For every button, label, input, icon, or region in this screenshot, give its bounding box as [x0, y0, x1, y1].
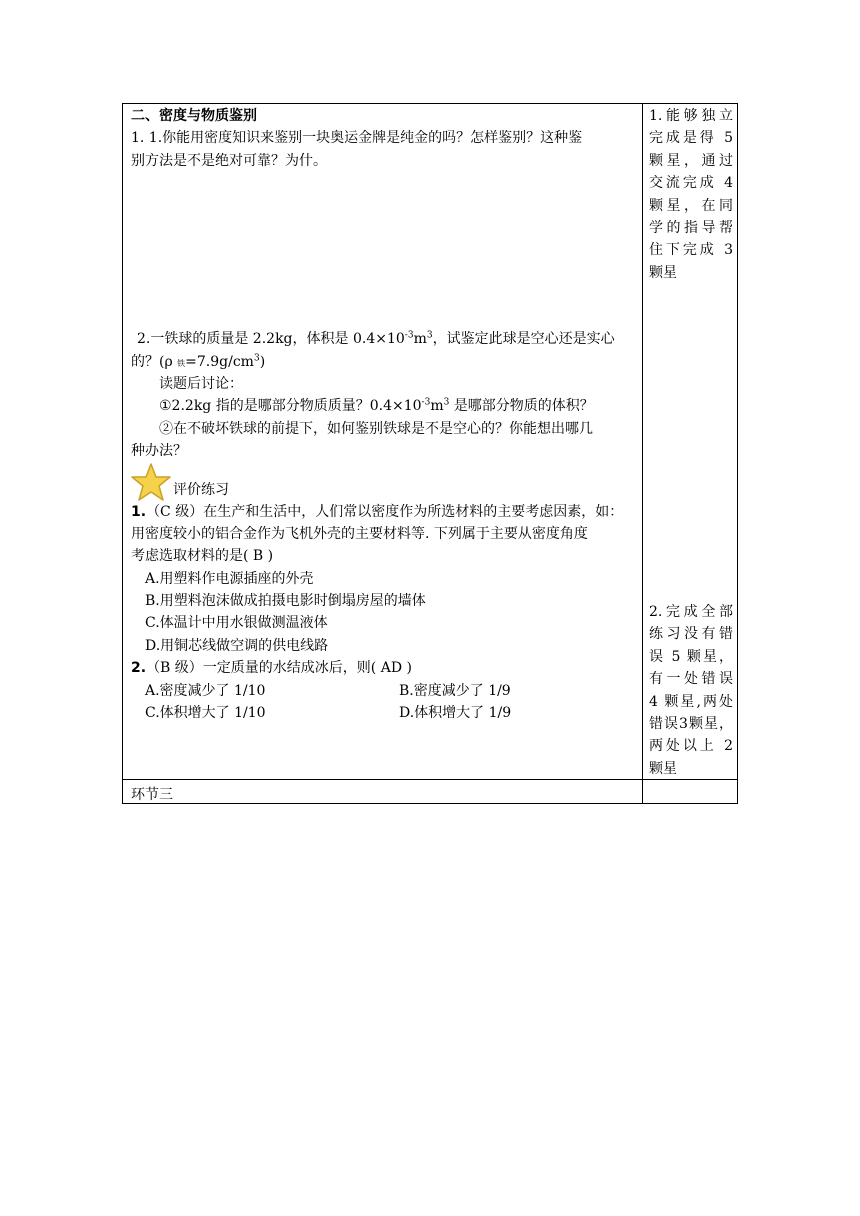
exercise-2-line-1 — [131, 657, 637, 679]
criteria-1-line: 完成是得 5 — [649, 130, 733, 147]
q2-text-b: m — [413, 331, 427, 348]
criteria-1-line: 1.能够独立 — [649, 108, 733, 124]
exercise-2-options-row-2 — [131, 702, 637, 724]
criteria-1-line: 颗星 — [649, 264, 677, 281]
criteria-2-line: 两处以上 2 — [649, 738, 733, 755]
exercise-1-number: 1. — [131, 503, 147, 520]
criteria-1-line: 颗星，在同 — [649, 197, 733, 214]
star-icon — [131, 463, 171, 501]
discussion-label: 读题后讨论： — [159, 375, 243, 392]
q2-exponent-3: 3 — [253, 352, 260, 363]
d1-text-c: 是哪部分物质的体积？ — [449, 398, 594, 415]
criteria-2-line: 2.完成全部 — [649, 604, 733, 620]
exercise-1-option-d: D.用铜芯线做空调的供电线路 — [145, 637, 329, 654]
row-divider — [123, 779, 737, 780]
exercise-1-option-c: C.体温计中用水银做测温液体 — [145, 615, 328, 632]
criteria-1-line: 交流完成 4 — [649, 175, 733, 192]
question-2-line-2 — [131, 351, 637, 373]
q2-subscript: 铁 — [177, 358, 186, 368]
q2-rho: 的？(ρ — [131, 353, 178, 370]
exercise-1-line-3: 考虑选取材料的是( B ) — [131, 548, 274, 565]
d1-text-a: ①2.2kg 指的是哪部分物质质量？0.4×10 — [159, 398, 422, 415]
criteria-2-line: 4 颗星,两处 — [649, 693, 733, 710]
exercise-1-level: （C 级） — [146, 503, 204, 520]
exercise-2-text: 一定质量的水结成冰后，则( AD ) — [202, 660, 412, 677]
q2-text-a: 2.一铁球的质量是 2.2kg，体积是 0.4×10 — [137, 331, 405, 348]
exercise-2-options-row-1 — [131, 680, 637, 702]
criteria-2-line: 颗星 — [649, 760, 677, 777]
exercise-1-option-b: B.用塑料泡沫做成拍摄电影时倒塌房屋的墙体 — [145, 593, 426, 610]
q2-exponent-1: -3 — [404, 330, 414, 341]
q2-exponent-2: 3 — [426, 330, 433, 341]
criteria-cell-1 — [649, 105, 733, 284]
q2-close: ) — [259, 353, 266, 370]
exercise-1-text: 在生产和生活中，人们常以密度作为所选材料的主要考虑因素，如： — [203, 503, 624, 520]
criteria-2-line: 练习没有错 — [649, 626, 733, 643]
main-content-cell — [131, 104, 637, 724]
question-1-line-2: 别方法是不是绝对可靠？为什。 — [131, 152, 327, 169]
q2-text-c: ，试鉴定此球是空心还是实心 — [432, 331, 615, 348]
discussion-point-2-line-2: 种办法？ — [131, 443, 187, 460]
d1-text-b: m — [430, 398, 444, 415]
section-title: 二、密度与物质鉴别 — [131, 108, 257, 124]
column-divider — [642, 104, 643, 803]
d1-exponent-2: 3 — [443, 397, 450, 408]
exercise-2-option-c: C.体积增大了 1/10 — [145, 705, 266, 722]
criteria-cell-2 — [649, 601, 733, 780]
practice-label: 评价练习 — [173, 481, 229, 498]
exercise-2-option-b: B.密度减少了 1/9 — [399, 682, 511, 699]
q2-density: =7.9g/cm — [185, 353, 254, 370]
discussion-point-2-line-1: ②在不破坏铁球的前提下，如何鉴别铁球是不是空心的？你能想出哪几 — [159, 420, 593, 437]
exercise-1-option-a: A.用塑料作电源插座的外壳 — [145, 570, 314, 587]
criteria-1-line: 学的指导帮 — [649, 220, 733, 237]
exercise-1-line-1 — [131, 501, 637, 523]
question-1-line-1: 1. 1.你能用密度知识来鉴别一块奥运金牌是纯金的吗？怎样鉴别？这种鉴 — [131, 130, 583, 147]
lesson-table — [122, 103, 738, 804]
exercise-2-number: 2. — [131, 660, 147, 677]
criteria-1-line: 颗星，通过 — [649, 152, 733, 169]
exercise-1-line-2: 用密度较小的铝合金作为飞机外壳的主要材料等. 下列属于主要从密度角度 — [131, 525, 588, 542]
practice-header — [131, 463, 637, 501]
criteria-2-line: 有一处错误 — [649, 671, 733, 688]
criteria-1-line: 住下完成 3 — [649, 242, 733, 259]
criteria-2-line: 误 5 颗星， — [649, 648, 733, 665]
discussion-point-1 — [131, 395, 637, 417]
section-footer: 环节三 — [131, 787, 173, 803]
d1-exponent: -3 — [421, 397, 431, 408]
answer-space — [131, 172, 637, 328]
question-2-line-1 — [131, 328, 637, 350]
criteria-2-line: 错误3颗星， — [649, 716, 733, 733]
exercise-2-level: （B 级） — [146, 660, 203, 677]
exercise-2-option-d: D.体积增大了 1/9 — [399, 705, 512, 722]
exercise-2-option-a: A.密度减少了 1/10 — [145, 682, 266, 699]
